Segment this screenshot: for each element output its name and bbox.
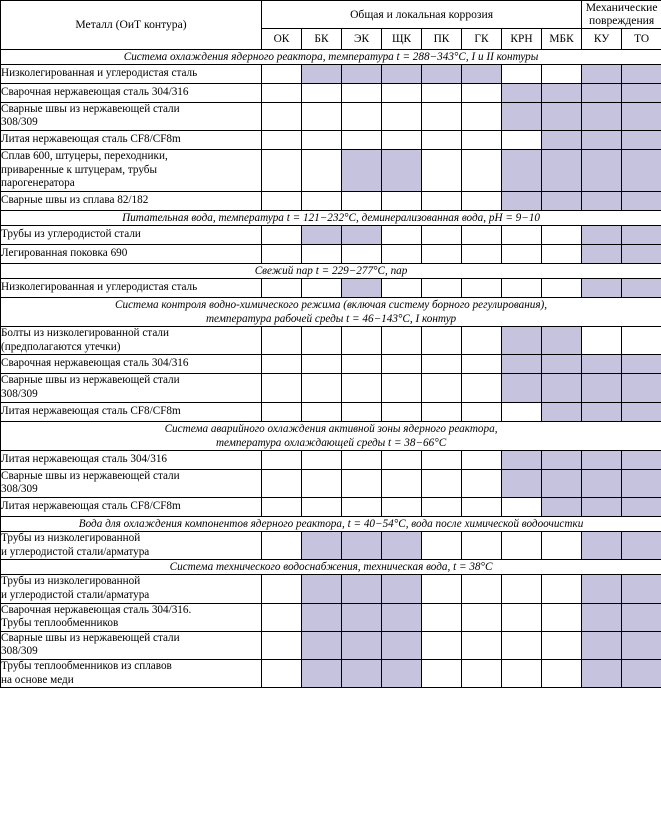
matrix-cell-крн [502,149,542,191]
matrix-cell-эк [342,326,382,354]
matrix-cell-мбк [542,64,582,83]
matrix-cell-ок [262,469,302,497]
matrix-cell-крн [502,531,542,559]
matrix-cell-ку [582,355,622,374]
matrix-cell-бк [302,244,342,263]
matrix-cell-пк [422,102,462,130]
matrix-cell-мбк [542,130,582,149]
matrix-cell-гк [462,149,502,191]
matrix-cell-щк [382,603,422,631]
row-label: Сварные швы из нержавеющей стали 308/309 [1,102,262,130]
matrix-cell-бк [302,102,342,130]
matrix-cell-гк [462,191,502,210]
section-row [1,297,661,326]
matrix-cell-пк [422,497,462,516]
matrix-cell-ок [262,326,302,354]
section-title: Система контроля водно-химического режима (включая систему борного регулирования), температура рабочей среды t = 46−143°C, I контур [1,297,661,326]
matrix-cell-щк [382,149,422,191]
matrix-cell-пк [422,374,462,402]
matrix-cell-ку [582,497,622,516]
matrix-cell-ку [582,660,622,688]
matrix-cell-ок [262,149,302,191]
row-label: Литая нержавеющая сталь CF8/CF8m [1,130,262,149]
matrix-cell-ок [262,575,302,603]
matrix-cell-ок [262,603,302,631]
matrix-cell-пк [422,355,462,374]
matrix-cell-щк [382,631,422,659]
matrix-cell-гк [462,130,502,149]
matrix-cell-гк [462,469,502,497]
matrix-cell-то [622,603,661,631]
matrix-cell-щк [382,102,422,130]
matrix-cell-ку [582,64,622,83]
matrix-cell-мбк [542,244,582,263]
matrix-cell-крн [502,191,542,210]
matrix-cell-щк [382,278,422,297]
matrix-cell-ок [262,660,302,688]
row-label: Сварные швы из нержавеющей стали 308/309 [1,469,262,497]
matrix-cell-крн [502,497,542,516]
section-title: Вода для охлаждения компонентов ядерного реактора, t = 40−54°C, вода после химической водоочистки [1,516,661,531]
matrix-cell-то [622,83,661,102]
header-col-pk: ПК [422,28,462,49]
matrix-cell-то [622,130,661,149]
matrix-cell-мбк [542,402,582,421]
matrix-cell-щк [382,225,422,244]
matrix-cell-гк [462,83,502,102]
matrix-cell-ку [582,631,622,659]
matrix-cell-то [622,374,661,402]
table-row [1,225,661,244]
header-col-ku: КУ [582,28,622,49]
matrix-cell-то [622,575,661,603]
matrix-cell-бк [302,130,342,149]
table-head [1,1,661,50]
table-row [1,402,661,421]
matrix-cell-щк [382,531,422,559]
matrix-cell-крн [502,83,542,102]
table-row [1,660,661,688]
row-label: Трубы из углеродистой стали [1,225,262,244]
matrix-cell-бк [302,497,342,516]
matrix-cell-гк [462,326,502,354]
table-row [1,130,661,149]
matrix-cell-пк [422,191,462,210]
matrix-cell-мбк [542,531,582,559]
matrix-cell-пк [422,130,462,149]
matrix-cell-гк [462,450,502,469]
row-label: Трубы теплообменников из сплавов на основе меди [1,660,262,688]
matrix-cell-мбк [542,497,582,516]
matrix-cell-мбк [542,149,582,191]
matrix-cell-пк [422,603,462,631]
matrix-cell-то [622,225,661,244]
matrix-cell-бк [302,631,342,659]
matrix-cell-ку [582,225,622,244]
matrix-cell-пк [422,278,462,297]
matrix-cell-крн [502,326,542,354]
matrix-cell-эк [342,660,382,688]
matrix-cell-крн [502,102,542,130]
matrix-cell-щк [382,402,422,421]
table-row [1,531,661,559]
matrix-cell-крн [502,355,542,374]
matrix-cell-ок [262,225,302,244]
matrix-cell-ок [262,64,302,83]
table-row [1,64,661,83]
row-label: Литая нержавеющая сталь CF8/CF8m [1,497,262,516]
matrix-cell-крн [502,244,542,263]
section-title: Питательная вода, температура t = 121−232°C, деминерализованная вода, pH = 9−10 [1,210,661,225]
section-row [1,421,661,450]
header-col-bk: БК [302,28,342,49]
matrix-cell-бк [302,469,342,497]
matrix-cell-ку [582,603,622,631]
matrix-cell-мбк [542,575,582,603]
matrix-cell-ку [582,374,622,402]
matrix-cell-крн [502,130,542,149]
row-label: Трубы из низколегированной и углеродистой стали/арматура [1,575,262,603]
matrix-cell-ку [582,575,622,603]
matrix-cell-бк [302,278,342,297]
matrix-cell-крн [502,575,542,603]
matrix-cell-то [622,660,661,688]
matrix-cell-пк [422,244,462,263]
matrix-cell-бк [302,660,342,688]
matrix-cell-гк [462,355,502,374]
matrix-cell-щк [382,575,422,603]
header-metal-column: Металл (ОиТ контура) [1,1,262,50]
matrix-cell-эк [342,355,382,374]
matrix-cell-бк [302,575,342,603]
matrix-cell-пк [422,450,462,469]
table-body [1,49,661,688]
matrix-cell-эк [342,374,382,402]
matrix-cell-щк [382,374,422,402]
matrix-cell-мбк [542,278,582,297]
matrix-cell-гк [462,244,502,263]
matrix-cell-крн [502,631,542,659]
matrix-cell-то [622,102,661,130]
table-row [1,83,661,102]
matrix-cell-мбк [542,355,582,374]
row-label: Литая нержавеющая сталь 304/316 [1,450,262,469]
matrix-cell-пк [422,83,462,102]
matrix-cell-эк [342,130,382,149]
matrix-cell-мбк [542,660,582,688]
table-row [1,191,661,210]
matrix-cell-мбк [542,83,582,102]
matrix-cell-щк [382,355,422,374]
matrix-cell-эк [342,64,382,83]
matrix-cell-щк [382,244,422,263]
matrix-cell-пк [422,402,462,421]
matrix-cell-ок [262,531,302,559]
matrix-cell-эк [342,83,382,102]
matrix-cell-бк [302,374,342,402]
matrix-cell-гк [462,402,502,421]
matrix-cell-крн [502,450,542,469]
matrix-cell-ку [582,130,622,149]
matrix-cell-ку [582,450,622,469]
matrix-cell-щк [382,660,422,688]
matrix-cell-то [622,244,661,263]
matrix-cell-ок [262,497,302,516]
matrix-cell-ок [262,191,302,210]
row-label: Сплав 600, штуцеры, переходники, приваренные к штуцерам, трубы парогенератора [1,149,262,191]
matrix-cell-бк [302,531,342,559]
table-row [1,497,661,516]
matrix-cell-ку [582,278,622,297]
matrix-cell-бк [302,603,342,631]
header-group-mechanical-line2: повреждения [588,14,655,28]
matrix-cell-эк [342,469,382,497]
matrix-cell-ок [262,244,302,263]
header-col-to: ТО [622,28,661,49]
matrix-cell-эк [342,102,382,130]
matrix-cell-пк [422,225,462,244]
matrix-cell-гк [462,631,502,659]
matrix-cell-эк [342,191,382,210]
matrix-cell-эк [342,225,382,244]
matrix-cell-ку [582,102,622,130]
row-label: Сварные швы из нержавеющей стали 308/309 [1,374,262,402]
matrix-cell-пк [422,149,462,191]
matrix-cell-эк [342,149,382,191]
header-col-krn: КРН [502,28,542,49]
matrix-cell-эк [342,402,382,421]
matrix-cell-бк [302,64,342,83]
matrix-cell-крн [502,225,542,244]
row-label: Сварные швы из сплава 82/182 [1,191,262,210]
row-label: Сварочная нержавеющая сталь 304/316. Трубы теплообменников [1,603,262,631]
matrix-cell-щк [382,326,422,354]
matrix-cell-ку [582,244,622,263]
matrix-cell-ок [262,278,302,297]
matrix-cell-мбк [542,450,582,469]
matrix-cell-ок [262,102,302,130]
matrix-cell-бк [302,355,342,374]
matrix-cell-то [622,326,661,354]
section-title: Система аварийного охлаждения активной зоны ядерного реактора, температура охлаждающей среды t = 38−66°C [1,421,661,450]
row-label: Низколегированная и углеродистая сталь [1,278,262,297]
matrix-cell-щк [382,469,422,497]
matrix-cell-то [622,402,661,421]
row-label: Легированная поковка 690 [1,244,262,263]
table-row [1,450,661,469]
matrix-cell-мбк [542,102,582,130]
matrix-cell-ок [262,631,302,659]
matrix-cell-ку [582,191,622,210]
header-col-shk: ЩК [382,28,422,49]
row-label: Сварочная нержавеющая сталь 304/316 [1,83,262,102]
matrix-cell-ку [582,531,622,559]
matrix-cell-эк [342,497,382,516]
matrix-cell-пк [422,326,462,354]
matrix-cell-бк [302,83,342,102]
matrix-cell-гк [462,225,502,244]
matrix-cell-мбк [542,191,582,210]
matrix-cell-гк [462,102,502,130]
matrix-cell-гк [462,64,502,83]
matrix-cell-бк [302,191,342,210]
matrix-cell-то [622,469,661,497]
matrix-cell-то [622,355,661,374]
matrix-cell-то [622,64,661,83]
matrix-cell-щк [382,191,422,210]
table-row [1,374,661,402]
section-row [1,560,661,575]
matrix-cell-щк [382,83,422,102]
header-group-mechanical [582,1,661,29]
matrix-cell-пк [422,469,462,497]
matrix-cell-эк [342,575,382,603]
matrix-cell-гк [462,497,502,516]
matrix-cell-крн [502,469,542,497]
matrix-cell-ок [262,450,302,469]
matrix-cell-щк [382,64,422,83]
matrix-cell-мбк [542,326,582,354]
matrix-cell-то [622,278,661,297]
matrix-cell-щк [382,450,422,469]
matrix-cell-то [622,531,661,559]
matrix-cell-ку [582,149,622,191]
section-row [1,263,661,278]
table-row [1,603,661,631]
matrix-cell-ку [582,326,622,354]
table-row [1,102,661,130]
matrix-cell-то [622,450,661,469]
matrix-cell-гк [462,603,502,631]
section-row [1,210,661,225]
matrix-cell-эк [342,603,382,631]
matrix-cell-крн [502,374,542,402]
table-row [1,326,661,354]
matrix-cell-мбк [542,631,582,659]
matrix-cell-бк [302,450,342,469]
matrix-cell-ку [582,402,622,421]
matrix-cell-ок [262,83,302,102]
matrix-cell-крн [502,64,542,83]
matrix-cell-гк [462,278,502,297]
matrix-cell-эк [342,244,382,263]
matrix-cell-мбк [542,603,582,631]
matrix-cell-пк [422,660,462,688]
matrix-cell-мбк [542,225,582,244]
matrix-cell-то [622,149,661,191]
table-row [1,278,661,297]
matrix-cell-крн [502,660,542,688]
matrix-cell-эк [342,278,382,297]
matrix-cell-эк [342,531,382,559]
matrix-cell-гк [462,575,502,603]
matrix-cell-щк [382,130,422,149]
section-title: Система охлаждения ядерного реактора, температура t = 288−343°C, I и II контуры [1,49,661,64]
header-group-corrosion: Общая и локальная коррозия [262,1,582,29]
matrix-cell-гк [462,531,502,559]
matrix-cell-гк [462,374,502,402]
row-label: Сварочная нержавеющая сталь 304/316 [1,355,262,374]
matrix-cell-мбк [542,469,582,497]
header-group-row [1,1,661,29]
header-col-ok: ОК [262,28,302,49]
section-title: Система технического водоснабжения, техническая вода, t = 38°C [1,560,661,575]
matrix-cell-пк [422,64,462,83]
matrix-cell-крн [502,603,542,631]
header-col-ek: ЭК [342,28,382,49]
matrix-cell-гк [462,660,502,688]
header-group-mechanical-line1: Механические [585,1,658,14]
matrix-cell-крн [502,402,542,421]
matrix-cell-ку [582,469,622,497]
matrix-cell-ок [262,130,302,149]
table-row [1,244,661,263]
header-col-mbk: МБК [542,28,582,49]
matrix-cell-то [622,191,661,210]
row-label: Болты из низколегированной стали (предполагаются утечки) [1,326,262,354]
row-label: Литая нержавеющая сталь CF8/CF8m [1,402,262,421]
matrix-cell-бк [302,402,342,421]
matrix-cell-пк [422,531,462,559]
matrix-cell-мбк [542,374,582,402]
matrix-cell-бк [302,225,342,244]
table-row [1,355,661,374]
matrix-cell-эк [342,450,382,469]
matrix-cell-бк [302,326,342,354]
section-row [1,516,661,531]
table-row [1,469,661,497]
row-label: Низколегированная и углеродистая сталь [1,64,262,83]
matrix-cell-ку [582,83,622,102]
table-row [1,631,661,659]
header-col-gk: ГК [462,28,502,49]
matrix-cell-крн [502,278,542,297]
section-row [1,49,661,64]
matrix-cell-то [622,497,661,516]
matrix-cell-пк [422,631,462,659]
matrix-cell-бк [302,149,342,191]
matrix-cell-ок [262,402,302,421]
matrix-cell-щк [382,497,422,516]
section-title: Свежий пар t = 229−277°C, пар [1,263,661,278]
matrix-cell-ок [262,374,302,402]
matrix-cell-эк [342,631,382,659]
table-row [1,149,661,191]
matrix-cell-пк [422,575,462,603]
table-row [1,575,661,603]
row-label: Сварные швы из нержавеющей стали 308/309 [1,631,262,659]
matrix-cell-ок [262,355,302,374]
row-label: Трубы из низколегированной и углеродистой стали/арматура [1,531,262,559]
matrix-cell-то [622,631,661,659]
